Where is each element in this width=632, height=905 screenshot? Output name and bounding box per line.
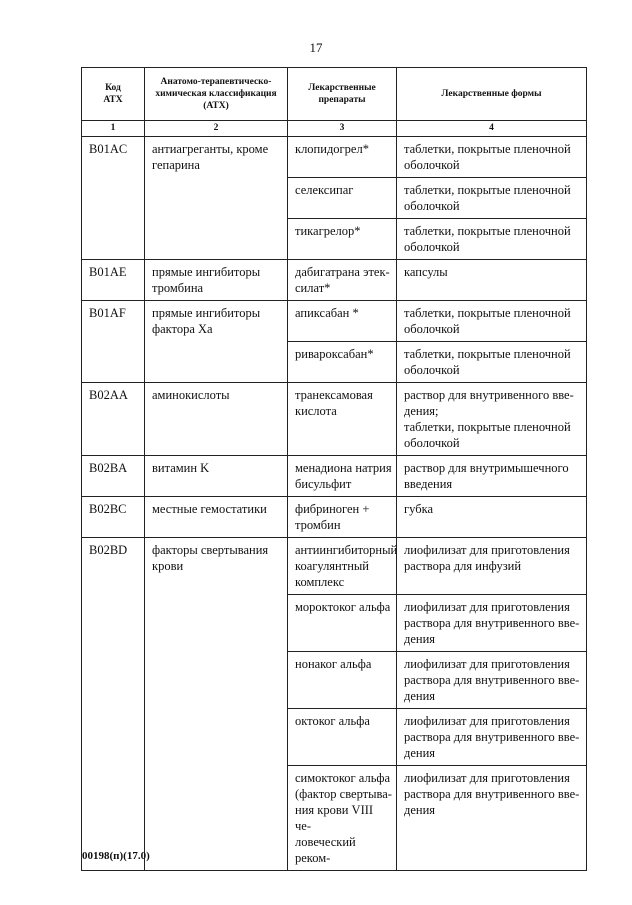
atx-code: B02BD (82, 538, 145, 871)
drug-name: фибриноген + тромбин (288, 497, 397, 538)
drug-name: ривароксабан* (288, 342, 397, 383)
dosage-form: лиофилизат для приготовления раствора для внутривенного вве- дения (397, 709, 587, 766)
dosage-form: губка (397, 497, 587, 538)
drug-name: менадиона натрия бисульфит (288, 456, 397, 497)
dosage-form: лиофилизат для приготовления раствора для внутривенного вве- дения (397, 652, 587, 709)
atx-classification: местные гемостатики (145, 497, 288, 538)
column-number: 2 (145, 121, 288, 137)
drug-name: транексамовая кислота (288, 383, 397, 456)
header-code: Код АТХ (82, 68, 145, 121)
column-number-row (82, 121, 587, 137)
column-number: 3 (288, 121, 397, 137)
dosage-form: капсулы (397, 260, 587, 301)
table-row (82, 260, 587, 301)
table-row (82, 538, 587, 595)
drug-name: апиксабан * (288, 301, 397, 342)
column-number: 1 (82, 121, 145, 137)
header-forms: Лекарственные формы (397, 68, 587, 121)
atx-code: B01AE (82, 260, 145, 301)
dosage-form: таблетки, покрытые пленочной оболочкой (397, 301, 587, 342)
dosage-form: таблетки, покрытые пленочной оболочкой (397, 342, 587, 383)
dosage-form: таблетки, покрытые пленочной оболочкой (397, 137, 587, 178)
atx-classification: прямые ингибиторы фактора Xa (145, 301, 288, 383)
header-classification: Анатомо-терапевтическо- химическая классификация (АТХ) (145, 68, 288, 121)
atx-classification: витамин K (145, 456, 288, 497)
column-number: 4 (397, 121, 587, 137)
drug-name: тикагрелор* (288, 219, 397, 260)
atx-code: B02AA (82, 383, 145, 456)
dosage-form: лиофилизат для приготовления раствора для инфузий (397, 538, 587, 595)
drug-name: октоког альфа (288, 709, 397, 766)
page-number: 17 (309, 40, 323, 55)
dosage-form: таблетки, покрытые пленочной оболочкой (397, 219, 587, 260)
atx-table (81, 67, 587, 871)
drug-name: селексипаг (288, 178, 397, 219)
drug-name: клопидогрел* (288, 137, 397, 178)
drug-name: симоктоког альфа (фактор свертыва- ния крови VIII че- ловеческий реком- (288, 766, 397, 871)
header-row (82, 68, 587, 121)
drug-name: дабигатрана этек- силат* (288, 260, 397, 301)
table-row (82, 301, 587, 342)
atx-code: B02BA (82, 456, 145, 497)
table-row (82, 456, 587, 497)
dosage-form: лиофилизат для приготовления раствора для внутривенного вве- дения (397, 595, 587, 652)
dosage-form: раствор для внутримышечного введения (397, 456, 587, 497)
dosage-form: раствор для внутривенного вве- дения; таблетки, покрытые пленочной оболочкой (397, 383, 587, 456)
atx-code: B02BC (82, 497, 145, 538)
atx-classification: прямые ингибиторы тромбина (145, 260, 288, 301)
dosage-form: таблетки, покрытые пленочной оболочкой (397, 178, 587, 219)
table-row (82, 137, 587, 178)
atx-code: B01AC (82, 137, 145, 260)
drug-name: антиингибиторный коагулянтный комплекс (288, 538, 397, 595)
document-footer-code: 00198(п)(17.0) (82, 850, 150, 862)
table-row (82, 383, 587, 456)
atx-classification: антиагреганты, кроме гепарина (145, 137, 288, 260)
atx-classification: аминокислоты (145, 383, 288, 456)
dosage-form: лиофилизат для приготовления раствора для внутривенного вве- дения (397, 766, 587, 871)
atx-classification: факторы свертывания крови (145, 538, 288, 871)
header-drugs: Лекарственные препараты (288, 68, 397, 121)
drug-name: мороктоког альфа (288, 595, 397, 652)
atx-code: B01AF (82, 301, 145, 383)
drug-name: нонаког альфа (288, 652, 397, 709)
table-row (82, 497, 587, 538)
